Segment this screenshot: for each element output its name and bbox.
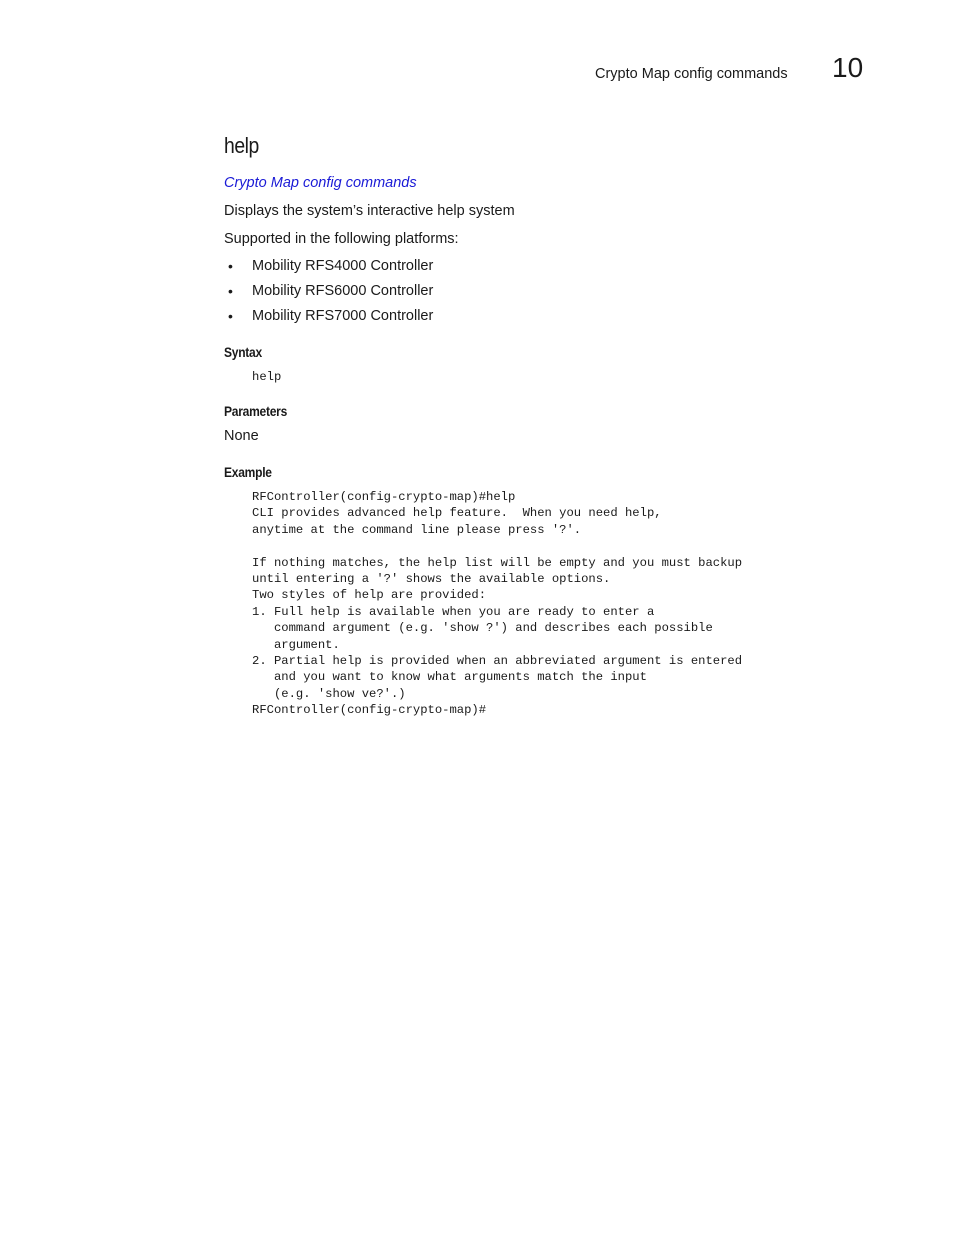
syntax-code: help (252, 370, 282, 384)
list-item (224, 308, 433, 333)
example-code-block: RFController(config-crypto-map)#help CLI provides advanced help feature. When you need help, anytime at the command line please press '?'. If nothing matches, the help list will be empty and you must backup until entering a '?' shows the available options. Two styles of help are provided: 1. Full help is available when you are ready to enter a command argument (e.g. 'show ?') and describes each possible argument. 2. Partial help is provided when an abbreviated argument is entered and you want to know what arguments match the input (e.g. 'show ve?'.) RFController(config-crypto-map)# (252, 490, 743, 718)
bullet-icon: • (228, 258, 233, 274)
running-header-section: Crypto Map config commands (595, 66, 788, 82)
platforms-intro-text: Supported in the following platforms: (224, 231, 459, 247)
platform-list (224, 258, 433, 333)
chapter-number: 10 (832, 52, 864, 83)
list-item (224, 258, 433, 283)
platform-label: Mobility RFS6000 Controller (252, 283, 434, 299)
platform-label: Mobility RFS7000 Controller (252, 308, 434, 324)
bullet-icon: • (228, 308, 233, 324)
platform-label: Mobility RFS4000 Controller (252, 258, 434, 274)
list-item (224, 283, 433, 308)
parameters-heading: Parameters (224, 403, 288, 419)
parameters-text: None (224, 428, 259, 444)
page-title: help (224, 133, 259, 158)
example-heading: Example (224, 464, 272, 480)
breadcrumb-link[interactable]: Crypto Map config commands (224, 175, 417, 191)
bullet-icon: • (228, 283, 233, 299)
syntax-heading: Syntax (224, 344, 262, 360)
description-text: Displays the system’s interactive help system (224, 203, 515, 219)
